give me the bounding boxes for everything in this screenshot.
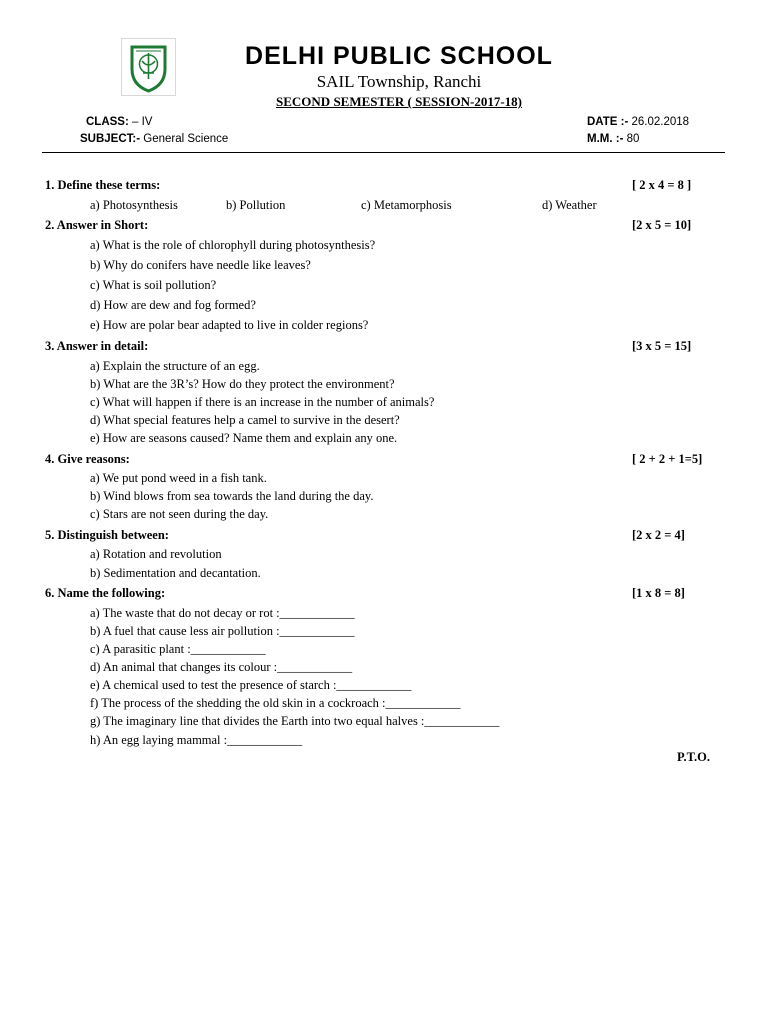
question-1-marks: [ 2 x 4 = 8 ] [632,178,692,192]
header-divider [42,152,725,153]
list-item: f) The process of the shedding the old skin in a cockroach :____________ [90,696,461,710]
page-turn-note: P.T.O. [677,750,710,764]
list-item: a) Explain the structure of an egg. [90,359,260,373]
question-6-marks: [1 x 8 = 8] [632,586,685,600]
date-info: DATE :- 26.02.2018 [587,116,690,128]
term-item: d) Weather [542,198,597,212]
list-item: c) A parasitic plant :____________ [90,642,266,656]
term-item: c) Metamorphosis [361,198,452,212]
question-5-title: 5. Distinguish between: [45,528,169,542]
question-4-marks: [ 2 + 2 + 1=5] [632,452,703,466]
list-item: a) Rotation and revolution [90,547,222,561]
list-item: a) What is the role of chlorophyll during photosynthesis? [90,238,376,252]
list-item: c) What is soil pollution? [90,278,217,292]
list-item: b) What are the 3R’s? How do they protect the environment? [90,377,395,391]
question-1-title: 1. Define these terms: [45,178,161,192]
list-item: a) We put pond weed in a fish tank. [90,471,267,485]
question-5-marks: [2 x 2 = 4] [632,528,685,542]
question-3-title: 3. Answer in detail: [45,339,149,353]
term-item: b) Pollution [226,198,286,212]
list-item: b) Wind blows from sea towards the land during the day. [90,489,374,503]
list-item: d) An animal that changes its colour :____________ [90,660,353,674]
list-item: d) What special features help a camel to survive in the desert? [90,413,400,427]
list-item: c) What will happen if there is an increase in the number of animals? [90,395,435,409]
term-item: a) Photosynthesis [90,198,178,212]
school-name: DELHI PUBLIC SCHOOL [245,42,553,70]
question-4-title: 4. Give reasons: [45,452,130,466]
list-item: e) How are seasons caused? Name them and explain any one. [90,431,398,445]
list-item: e) How are polar bear adapted to live in colder regions? [90,318,369,332]
school-location: SAIL Township, Ranchi [316,72,482,91]
list-item: a) The waste that do not decay or rot :____________ [90,606,355,620]
max-marks-info: M.M. :- 80 [587,133,640,145]
list-item: b) Why do conifers have needle like leaves? [90,258,311,272]
list-item: c) Stars are not seen during the day. [90,507,269,521]
list-item: g) The imaginary line that divides the Earth into two equal halves :____________ [90,714,500,728]
question-3-marks: [3 x 5 = 15] [632,339,692,353]
subject-info: SUBJECT:- General Science [80,133,229,145]
list-item: b) Sedimentation and decantation. [90,566,261,580]
exam-session: SECOND SEMESTER ( SESSION-2017-18) [276,94,522,109]
question-6-title: 6. Name the following: [45,586,166,600]
list-item: d) How are dew and fog formed? [90,298,256,312]
class-info: CLASS: – IV [86,116,153,128]
list-item: b) A fuel that cause less air pollution :____________ [90,624,355,638]
list-item: h) An egg laying mammal :____________ [90,733,303,747]
question-2-marks: [2 x 5 = 10] [632,218,692,232]
list-item: e) A chemical used to test the presence of starch :____________ [90,678,412,692]
question-2-title: 2. Answer in Short: [45,218,149,232]
